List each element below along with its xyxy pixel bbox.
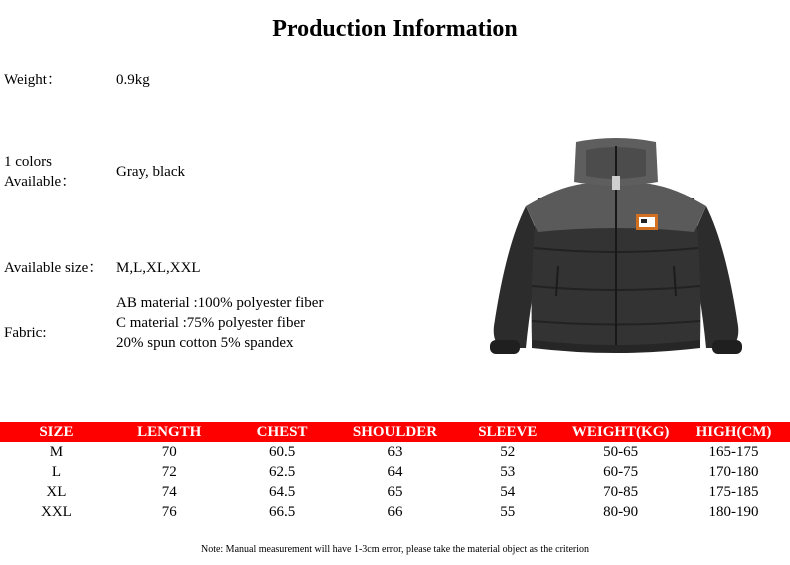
table-cell: XL — [46, 483, 67, 500]
colors-label-line1: 1 colors — [4, 154, 52, 170]
colors-label-line2: Available： — [4, 174, 77, 190]
table-cell: 60-75 — [603, 463, 639, 480]
header-height: HIGH(CM) — [677, 422, 790, 442]
table-cell: 64 — [387, 463, 403, 480]
size-value: M,L,XL,XXL — [116, 260, 201, 276]
header-sleeve: SLEEVE — [451, 422, 564, 442]
size-label: Available size： — [4, 260, 104, 276]
table-cell: 65 — [387, 483, 403, 500]
table-cell: 170-180 — [708, 463, 759, 480]
size-chart-table — [0, 422, 790, 522]
table-cell: 66 — [387, 503, 403, 520]
header-chest: CHEST — [226, 422, 339, 442]
table-cell: 52 — [500, 443, 516, 460]
table-cell: 64.5 — [268, 483, 296, 500]
fabric-label: Fabric: — [4, 325, 47, 341]
measurement-note: Note: Manual measurement will have 1-3cm error, please take the material object as the criterion — [200, 544, 590, 555]
table-cell: 55 — [500, 503, 516, 520]
colors-value: Gray, black — [116, 164, 185, 180]
table-row — [0, 502, 790, 522]
table-cell: L — [51, 463, 61, 480]
table-row — [0, 462, 790, 482]
size-chart-header-row — [0, 422, 790, 442]
header-shoulder: SHOULDER — [339, 422, 452, 442]
table-cell: 165-175 — [708, 443, 759, 460]
header-size: SIZE — [0, 422, 113, 442]
weight-label: Weight： — [4, 72, 62, 88]
fabric-line-2: C material :75% polyester fiber — [116, 315, 306, 331]
table-cell: 63 — [387, 443, 403, 460]
table-cell: 80-90 — [603, 503, 639, 520]
table-cell: 175-185 — [708, 483, 759, 500]
weight-value: 0.9kg — [116, 72, 150, 88]
table-row — [0, 442, 790, 462]
table-row — [0, 482, 790, 502]
table-cell: XXL — [41, 503, 72, 520]
table-cell: 50-65 — [603, 443, 639, 460]
jacket-product-image — [486, 136, 746, 366]
table-cell: 72 — [161, 463, 177, 480]
table-cell: 53 — [500, 463, 516, 480]
header-length: LENGTH — [113, 422, 226, 442]
table-cell: M — [49, 443, 64, 460]
table-cell: 74 — [161, 483, 177, 500]
table-cell: 66.5 — [268, 503, 296, 520]
table-cell: 62.5 — [268, 463, 296, 480]
table-cell: 76 — [161, 503, 177, 520]
table-cell: 70-85 — [603, 483, 639, 500]
table-cell: 54 — [500, 483, 516, 500]
fabric-line-1: AB material :100% polyester fiber — [116, 295, 324, 311]
table-cell: 60.5 — [268, 443, 296, 460]
page-title: Production Information — [272, 16, 518, 42]
table-cell: 180-190 — [708, 503, 759, 520]
table-cell: 70 — [161, 443, 177, 460]
header-weight: WEIGHT(KG) — [564, 422, 677, 442]
fabric-line-3: 20% spun cotton 5% spandex — [116, 335, 294, 351]
